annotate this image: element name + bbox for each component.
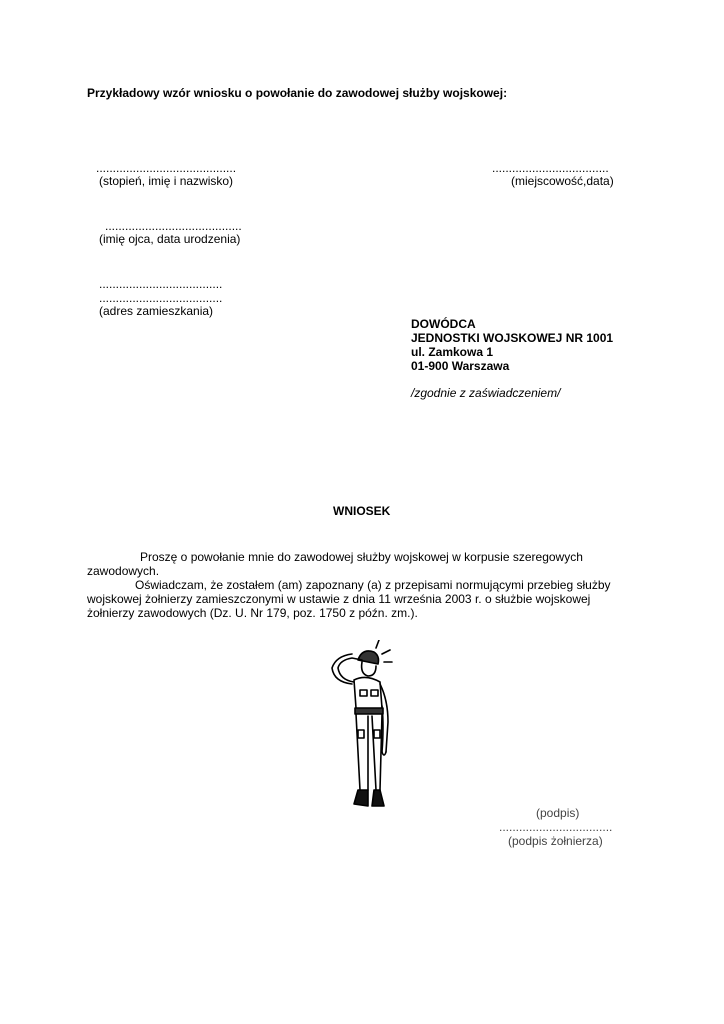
address-dots-2: ..................................... [99,291,223,305]
recipient-line-4: 01-900 Warszawa [411,359,510,373]
page-heading: Przykładowy wzór wniosku o powołanie do zawodowej służby wojskowej: [87,86,508,100]
recipient-line-2: JEDNOSTKI WOJSKOWEJ NR 1001 [411,331,614,345]
body-p2-line3: żołnierzy zawodowych (Dz. U. Nr 179, poz. 1750 z późn. zm.). [87,606,418,620]
body-p1-line2: zawodowych. [87,564,160,578]
name-label: (stopień, imię i nazwisko) [99,174,234,188]
body-p2-line2: wojskowej żołnierzy zamieszczonymi w ustawie z dnia 11 września 2003 r. o służbie wojskowej [87,592,591,606]
signature-label: (podpis żołnierza) [508,834,603,848]
place-label: (miejscowość,data) [511,174,614,188]
body-p2-line1: Oświadczam, że zostałem (am) zapoznany (a) z przepisami normującymi przebieg służby [135,578,611,592]
saluting-soldier-icon [318,640,408,820]
recipient-note: /zgodnie z zaświadczeniem/ [411,386,561,400]
address-label: (adres zamieszkania) [99,304,214,318]
document-title: WNIOSEK [333,504,391,518]
signature-caption: (podpis) [536,806,580,820]
recipient-line-1: DOWÓDCA [411,317,476,331]
signature-dots: .................................. [499,820,613,834]
recipient-line-3: ul. Zamkowa 1 [411,345,494,359]
body-p1-line1: Proszę o powołanie mnie do zawodowej służby wojskowej w korpusie szeregowych [140,550,583,564]
place-dots: ................................... [492,161,609,175]
father-dots: ......................................... [105,219,242,233]
father-label: (imię ojca, data urodzenia) [99,232,241,246]
name-dots: .......................................... [96,161,237,175]
address-dots-1: ..................................... [99,277,223,291]
